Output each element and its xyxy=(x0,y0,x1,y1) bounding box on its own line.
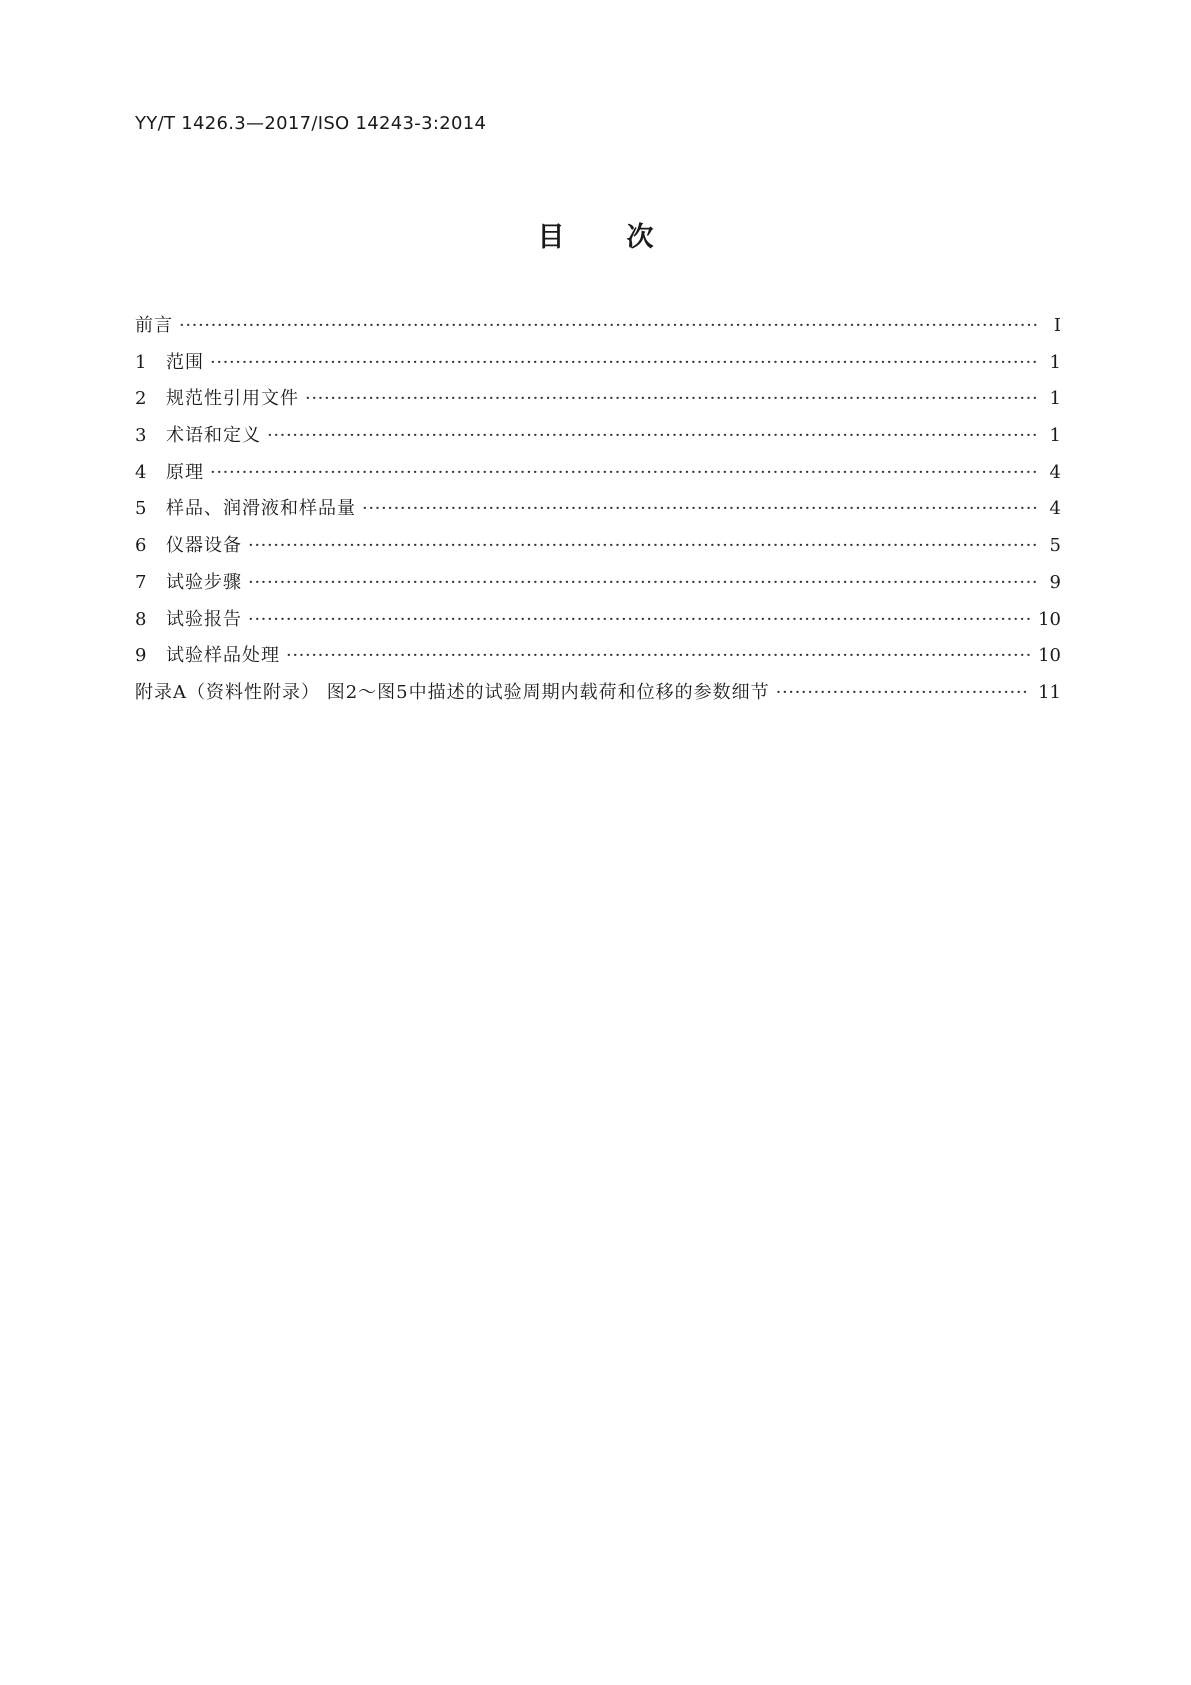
toc-entry-procedure[interactable] xyxy=(135,568,1061,605)
toc-leader-dots xyxy=(248,572,1039,593)
toc-leader-dots xyxy=(248,609,1030,630)
toc-entry-label: 术语和定义 xyxy=(166,425,261,447)
toc-entry-page: 10 xyxy=(1038,645,1061,667)
toc-entry-label: 试验报告 xyxy=(166,608,242,630)
toc-entry-page: 4 xyxy=(1049,498,1061,520)
toc-entry-label: 仪器设备 xyxy=(166,535,242,557)
toc-entry-normative-references[interactable] xyxy=(135,384,1061,421)
toc-entry-page: 9 xyxy=(1049,571,1061,593)
toc-entry-terms-definitions[interactable] xyxy=(135,421,1061,458)
toc-leader-dots xyxy=(248,535,1039,556)
toc-entry-page: 1 xyxy=(1049,351,1061,373)
toc-entry-number: 2 xyxy=(135,388,147,410)
toc-entry-number: 6 xyxy=(135,535,147,557)
table-of-contents xyxy=(135,311,1061,715)
toc-entry-number: 3 xyxy=(135,425,147,447)
toc-entry-label: 附录A（资料性附录） 图2～图5中描述的试验周期内载荷和位移的参数细节 xyxy=(135,681,770,703)
toc-leader-dots xyxy=(362,498,1039,519)
toc-entry-page: Ⅰ xyxy=(1053,315,1061,336)
toc-entry-page: 1 xyxy=(1049,425,1061,447)
toc-entry-page: 11 xyxy=(1038,681,1061,703)
toc-entry-page: 4 xyxy=(1049,461,1061,483)
toc-leader-dots xyxy=(286,645,1030,666)
toc-leader-dots xyxy=(305,388,1039,409)
toc-entry-samples[interactable] xyxy=(135,494,1061,531)
toc-leader-dots xyxy=(179,315,1039,336)
toc-entry-number: 1 xyxy=(135,351,147,373)
toc-entry-label: 样品、润滑液和样品量 xyxy=(166,498,356,520)
toc-entry-page: 10 xyxy=(1038,608,1061,630)
toc-entry-number: 4 xyxy=(135,461,147,483)
toc-leader-dots xyxy=(210,462,1039,483)
toc-entry-foreword[interactable] xyxy=(135,311,1061,348)
toc-entry-label: 范围 xyxy=(166,351,204,373)
toc-entry-specimen-disposal[interactable] xyxy=(135,641,1061,678)
toc-entry-annex-a[interactable] xyxy=(135,678,1061,715)
toc-entry-label: 试验样品处理 xyxy=(166,645,280,667)
toc-entry-number: 9 xyxy=(135,645,147,667)
toc-entry-number: 5 xyxy=(135,498,147,520)
toc-entry-page: 5 xyxy=(1049,535,1061,557)
toc-entry-number: 8 xyxy=(135,608,147,630)
toc-entry-label: 前言 xyxy=(135,315,173,336)
toc-entry-principle[interactable] xyxy=(135,458,1061,495)
toc-leader-dots xyxy=(776,682,1030,703)
toc-entry-page: 1 xyxy=(1049,388,1061,410)
toc-leader-dots xyxy=(210,352,1039,373)
toc-entry-apparatus[interactable] xyxy=(135,531,1061,568)
standard-code: YY/T 1426.3—2017/ISO 14243-3:2014 xyxy=(135,113,487,134)
toc-entry-test-report[interactable] xyxy=(135,605,1061,642)
toc-entry-number: 7 xyxy=(135,571,147,593)
toc-entry-label: 试验步骤 xyxy=(166,571,242,593)
toc-leader-dots xyxy=(267,425,1039,446)
toc-entry-scope[interactable] xyxy=(135,348,1061,385)
page-title: 目次 xyxy=(537,222,716,253)
toc-entry-label: 原理 xyxy=(166,461,204,483)
toc-entry-label: 规范性引用文件 xyxy=(166,388,299,410)
